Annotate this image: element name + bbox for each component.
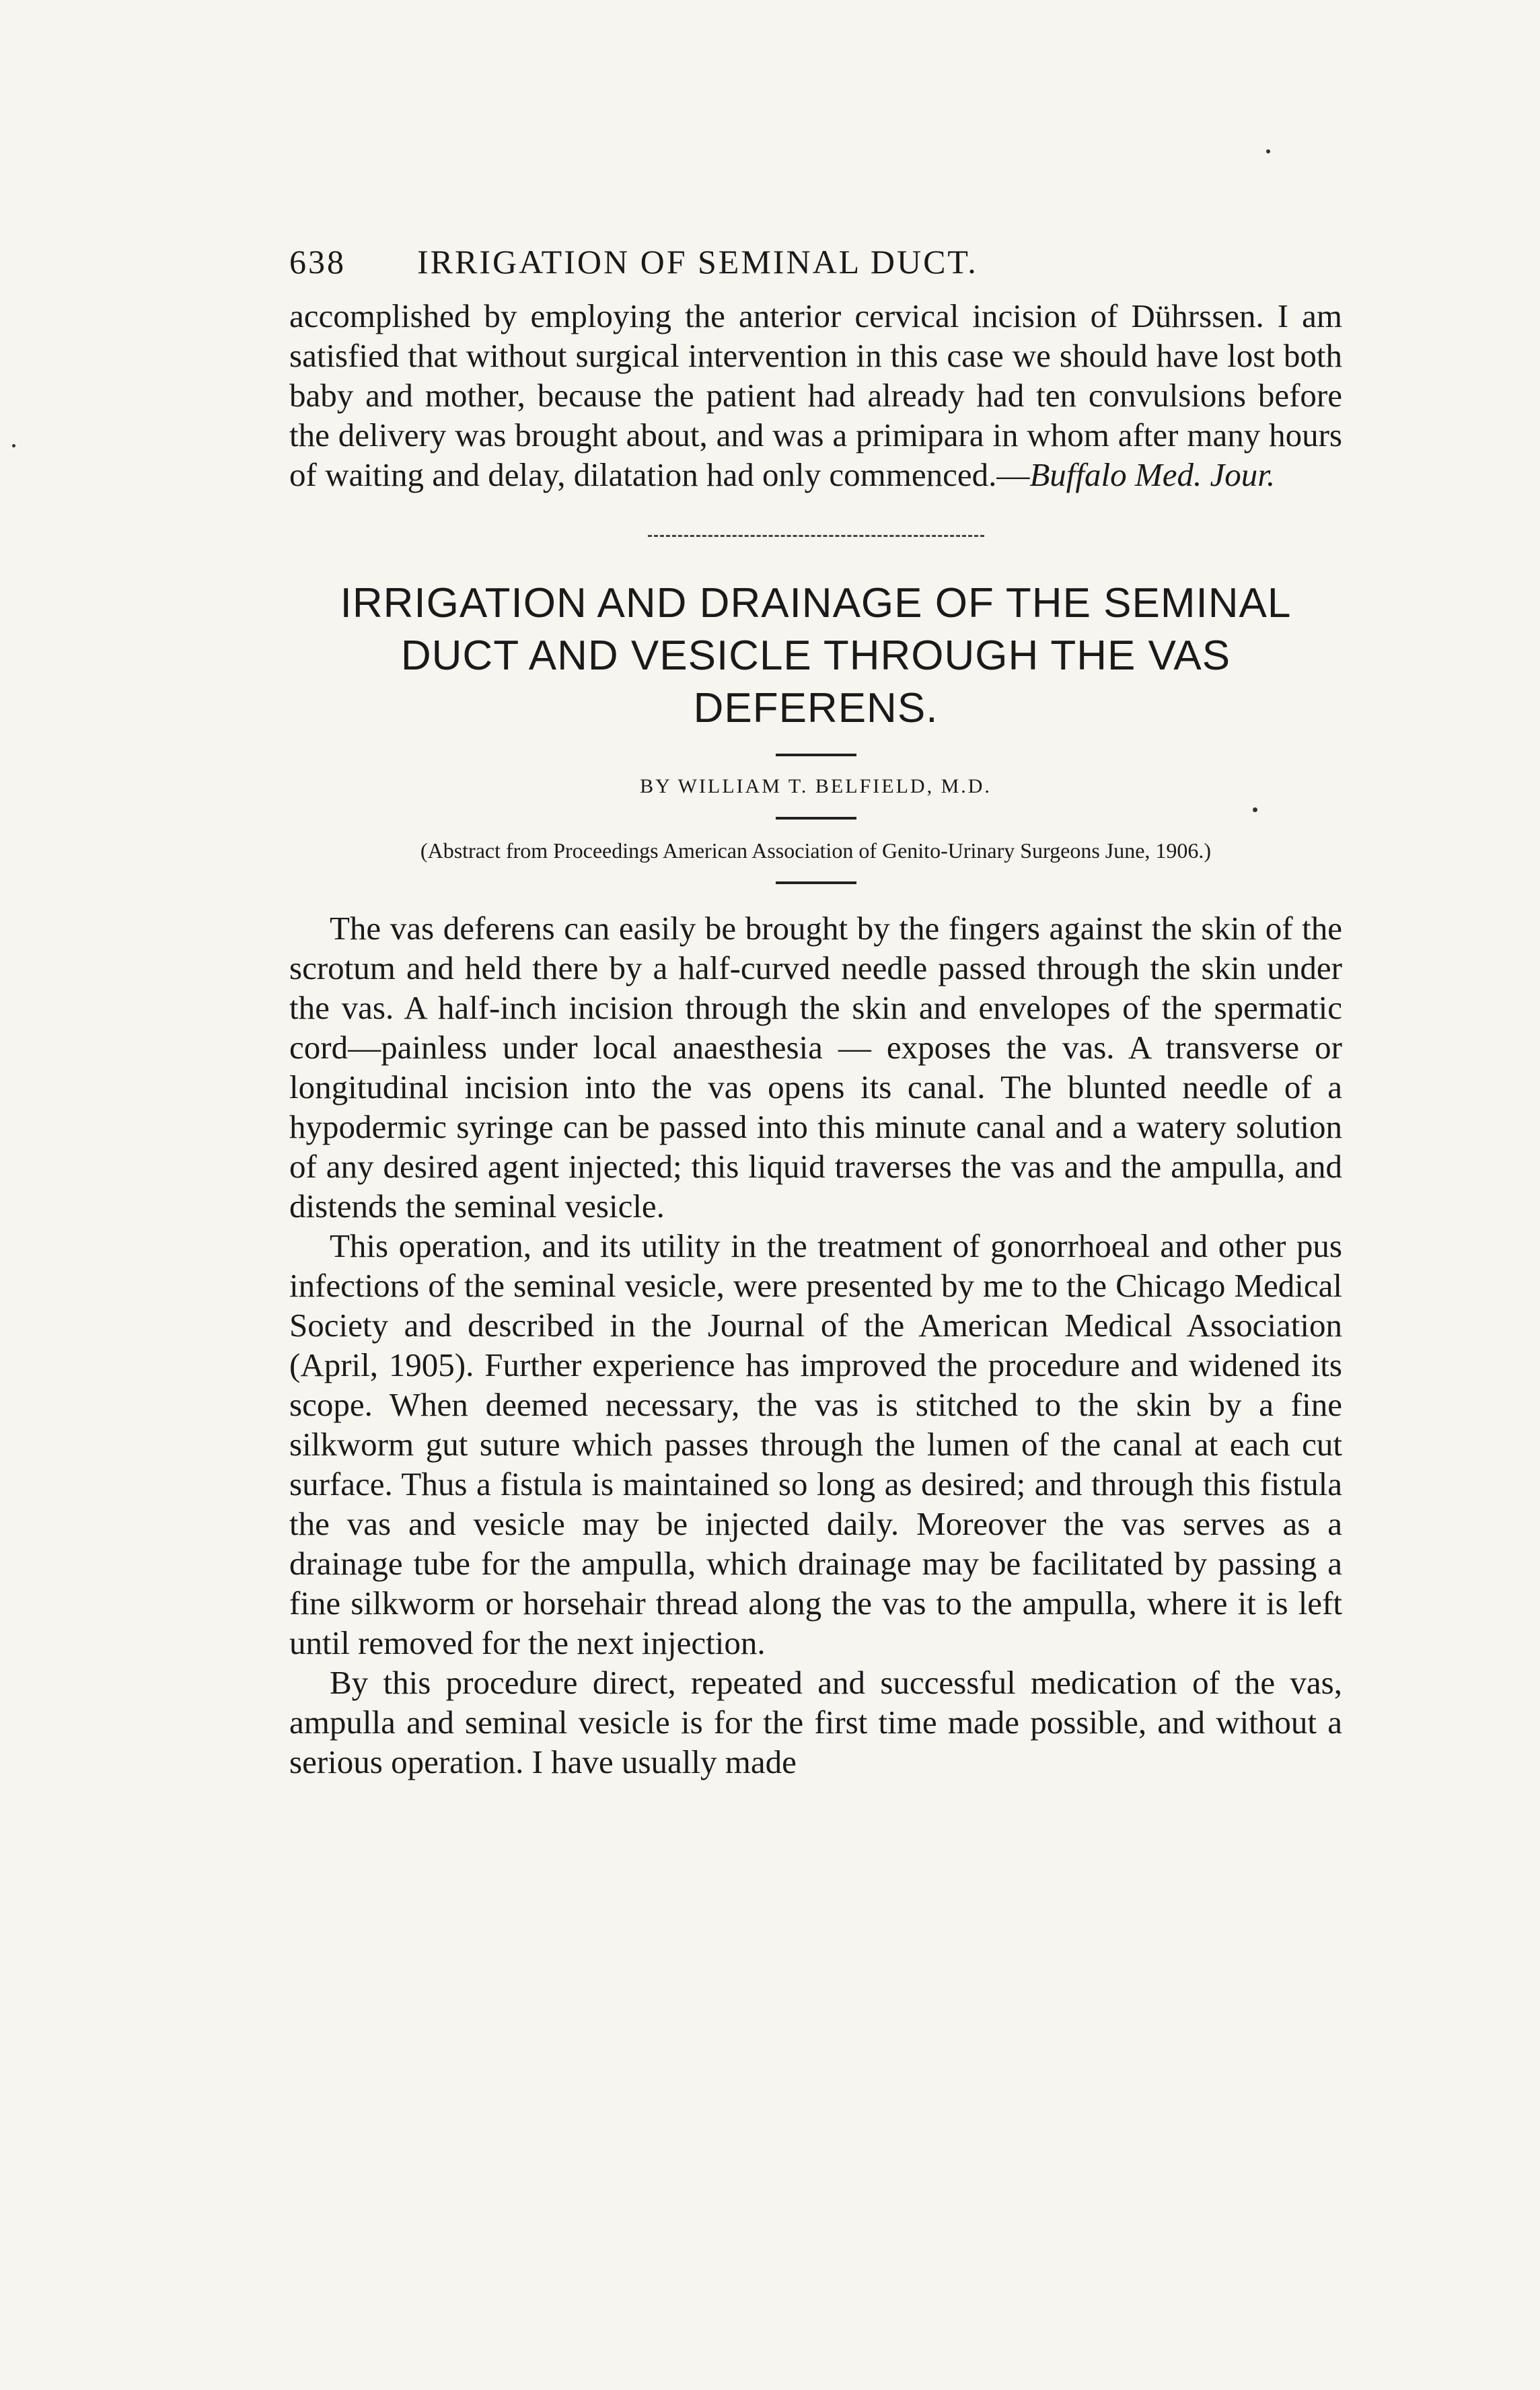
previous-article-body: accomplished by employing the anterior cervical incision of Dührssen. I am satisfied that without surgical intervention in this case we should have lost both baby and mother, because the patient had already had ten convulsions before the delivery was brought about, and was a primipara in whom after many hours of waiting and delay, dilatation had only commenced.— (289, 297, 1342, 493)
print-speck (1253, 807, 1257, 812)
running-head (289, 242, 1342, 296)
paragraph-3: By this procedure direct, repeated and successful medication of the vas, ampulla and seminal vesicle is for the first time made possible, and without a serious operation. I have usually made (289, 1664, 1342, 1780)
title-rule (776, 754, 856, 756)
byline-rule (776, 817, 856, 820)
print-speck (12, 444, 15, 447)
print-speck (1266, 149, 1270, 153)
byline: BY WILLIAM T. BELFIELD, M.D. (640, 775, 992, 797)
abstract-note: (Abstract from Proceedings American Association of Genito-Urinary Surgeons June, 1906.) (420, 838, 1212, 863)
paragraph-2: This operation, and its utility in the treatment of gonorrhoeal and other pus infections of the seminal vesicle, were presented by me to the Chicago Medical Society and described in the Journal of the American Medical Association (April, 1905). Further experience has improved the procedure and widened its scope. When deemed necessary, the vas is stitched to the skin by a fine silkworm gut suture which passes through the lumen of the canal at each cut surface. Thus a fistula is maintained so long as desired; and through this fistula the vas and vesicle may be injected daily. Moreover the vas serves as a drainage tube for the ampulla, which drainage may be facilitated by passing a fine silkworm or horsehair thread along the vas to the ampulla, where it is left until removed for the next injection. (289, 1227, 1342, 1661)
page-number: 638 (289, 243, 346, 281)
paragraph-1: The vas deferens can easily be brought by the fingers against the skin of the scrotum and held there by a half-curved needle passed through the skin under the vas. A half-inch incision through the skin and envelopes of the spermatic cord—painless under local anaesthesia — exposes the vas. A transverse or longitudinal incision into the vas opens its canal. The blunted needle of a hypodermic syringe can be passed into this minute canal and a watery solution of any desired agent injected; this liquid traverses the vas and the ampulla, and distends the seminal vesicle. (289, 910, 1342, 1225)
running-title: IRRIGATION OF SEMINAL DUCT. (417, 243, 978, 281)
previous-article-text (289, 296, 1342, 495)
previous-article-source: Buffalo Med. Jour. (1029, 456, 1276, 493)
page (289, 242, 1342, 1782)
section-divider (648, 535, 984, 537)
abstract-rule (776, 881, 856, 884)
article-title: IRRIGATION AND DRAINAGE OF THE SEMINAL DUCT AND VESICLE THROUGH THE VAS DEFERENS. (340, 580, 1292, 731)
